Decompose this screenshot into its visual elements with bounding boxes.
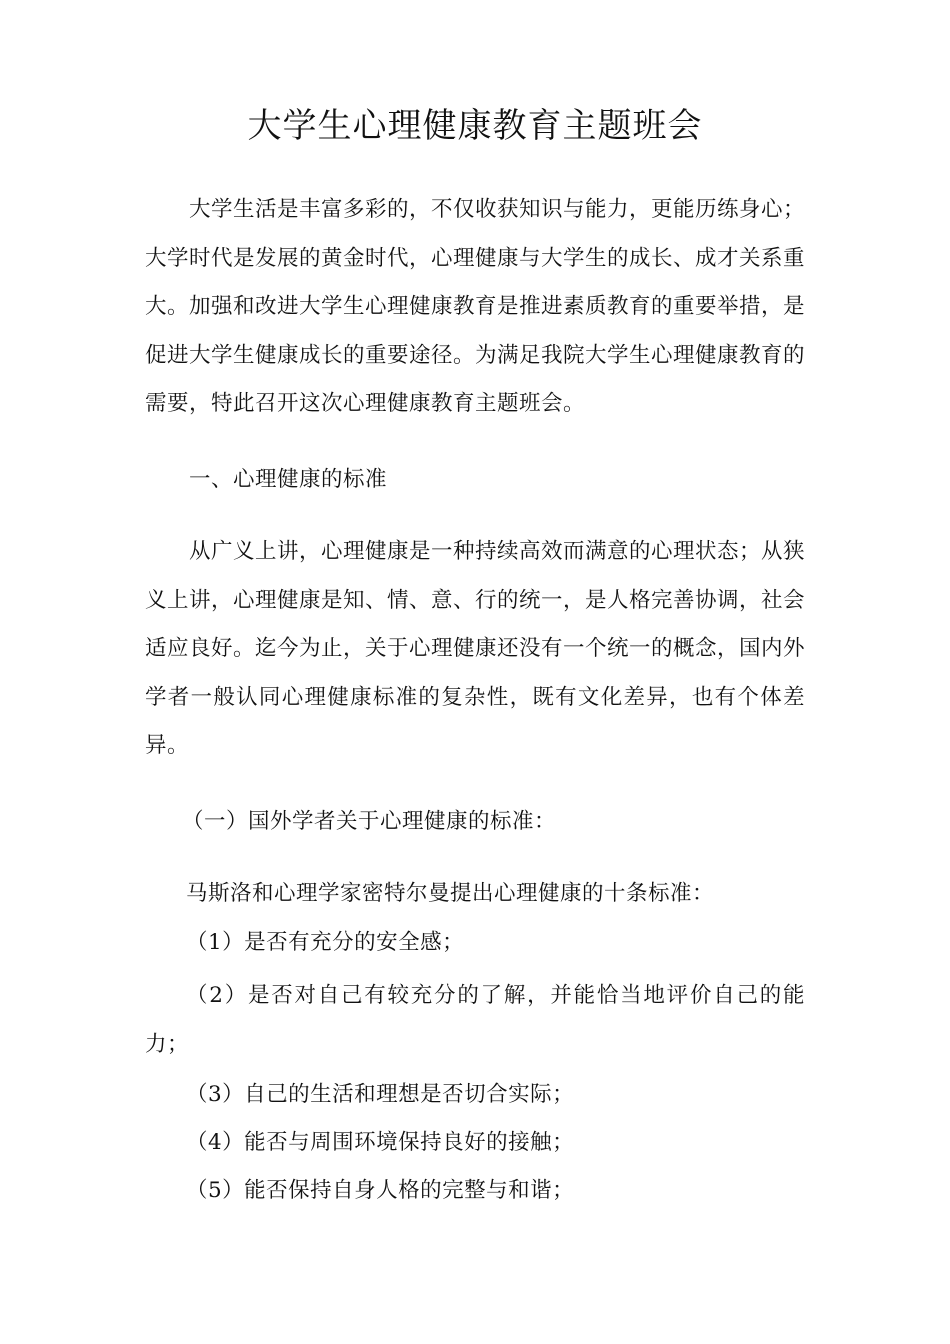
document-title: 大学生心理健康教育主题班会 — [247, 106, 703, 146]
standards-intro: 马斯洛和心理学家密特尔曼提出心理健康的十条标准： — [186, 881, 715, 906]
list-item: （2）是否对自己有较充分的了解，并能恰当地评价自己的能力； — [145, 983, 805, 1057]
section-paragraph: 从广义上讲，心理健康是一种持续高效而满意的心理状态；从狭义上讲，心理健康是知、情、意、行的统一，是人格完善协调，社会适应良好。迄今为止，关于心理健康还没有一个统一的概念，国内外学者一般认同心理健康标准的复杂性，既有文化差异，也有个体差异。 — [145, 539, 806, 758]
list-item: （3）自己的生活和理想是否切合实际； — [186, 1082, 575, 1107]
list-item: （1）是否有充分的安全感； — [186, 930, 465, 955]
list-item: （4）能否与周围环境保持良好的接触； — [186, 1130, 575, 1155]
section-heading: 一、心理健康的标准 — [189, 467, 388, 492]
subsection-heading: （一）国外学者关于心理健康的标准： — [182, 809, 557, 834]
intro-paragraph: 大学生活是丰富多彩的，不仅收获知识与能力，更能历练身心；大学时代是发展的黄金时代，心理健康与大学生的成长、成才关系重大。加强和改进大学生心理健康教育是推进素质教育的重要举措，是促进大学生健康成长的重要途径。为满足我院大学生心理健康教育的需要，特此召开这次心理健康教育主题班会。 — [145, 197, 806, 416]
list-item: （5）能否保持自身人格的完整与和谐； — [186, 1178, 575, 1203]
